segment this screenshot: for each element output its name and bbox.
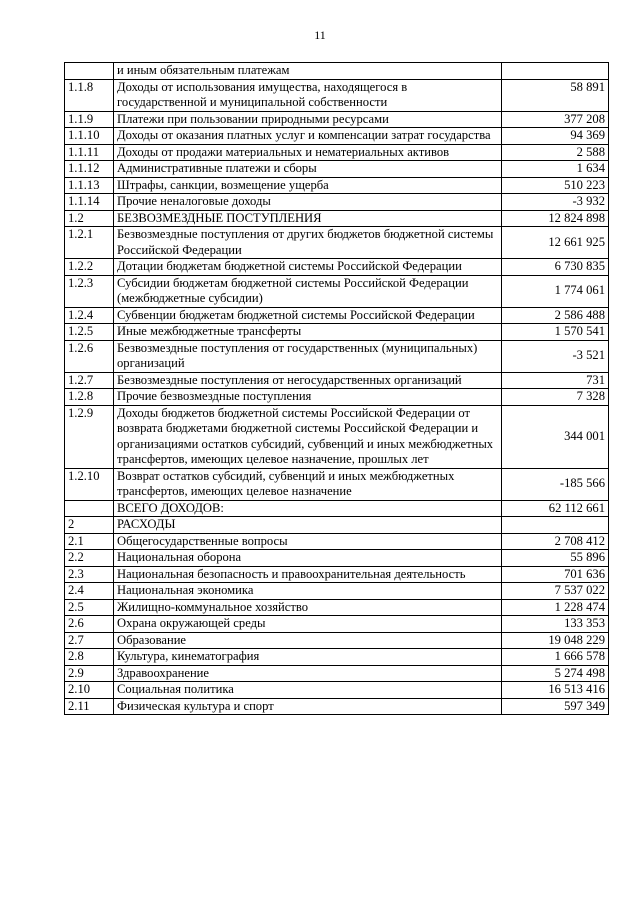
row-amount: 55 896: [502, 550, 609, 567]
table-row: [65, 275, 609, 307]
row-code: 2.1: [65, 533, 114, 550]
table-row: [65, 632, 609, 649]
table-row: [65, 161, 609, 178]
table-row: [65, 405, 609, 468]
row-amount: 701 636: [502, 566, 609, 583]
row-name: Национальная безопасность и правоохранительная деятельность: [114, 566, 502, 583]
row-code: 1.1.12: [65, 161, 114, 178]
row-name: Штрафы, санкции, возмещение ущерба: [114, 177, 502, 194]
row-name: БЕЗВОЗМЕЗДНЫЕ ПОСТУПЛЕНИЯ: [114, 210, 502, 227]
table-row: [65, 566, 609, 583]
budget-table: [64, 62, 609, 715]
table-row: [65, 307, 609, 324]
row-amount: 5 274 498: [502, 665, 609, 682]
row-name: Жилищно-коммунальное хозяйство: [114, 599, 502, 616]
row-amount: [502, 63, 609, 80]
row-code: 2.4: [65, 583, 114, 600]
row-code: 2.8: [65, 649, 114, 666]
table-row: [65, 259, 609, 276]
row-amount: 133 353: [502, 616, 609, 633]
row-code: 1.1.8: [65, 79, 114, 111]
row-amount: 731: [502, 372, 609, 389]
row-code: 1.1.9: [65, 111, 114, 128]
row-amount: 94 369: [502, 128, 609, 145]
row-amount: 2 586 488: [502, 307, 609, 324]
table-row: [65, 63, 609, 80]
row-amount: 16 513 416: [502, 682, 609, 699]
table-row: [65, 128, 609, 145]
row-name: Возврат остатков субсидий, субвенций и иных межбюджетных трансфертов, имеющих целевое назначение: [114, 468, 502, 500]
row-amount: -3 521: [502, 340, 609, 372]
row-code: 1.2.1: [65, 227, 114, 259]
row-code: 1.2.8: [65, 389, 114, 406]
row-name: Иные межбюджетные трансферты: [114, 324, 502, 341]
row-code: [65, 500, 114, 517]
row-amount: 344 001: [502, 405, 609, 468]
row-amount: 19 048 229: [502, 632, 609, 649]
table-row: [65, 550, 609, 567]
row-code: 1.2.2: [65, 259, 114, 276]
row-code: 1.1.10: [65, 128, 114, 145]
row-amount: 377 208: [502, 111, 609, 128]
row-code: 2: [65, 517, 114, 534]
row-name: Доходы бюджетов бюджетной системы Российской Федерации от возврата бюджетами бюджетной системы Российской Федерации и организациями остатков субсидий, субвенций и иных межбюджетных трансфертов, имеющих целевое назначение, прошлых лет: [114, 405, 502, 468]
table-row: [65, 583, 609, 600]
row-name: Безвозмездные поступления от других бюджетов бюджетной системы Российской Федерации: [114, 227, 502, 259]
row-name: Национальная экономика: [114, 583, 502, 600]
page-number: 11: [314, 28, 326, 42]
row-code: 1.2: [65, 210, 114, 227]
row-name: Субвенции бюджетам бюджетной системы Российской Федерации: [114, 307, 502, 324]
table-row: [65, 144, 609, 161]
row-code: 1.2.7: [65, 372, 114, 389]
row-code: 2.10: [65, 682, 114, 699]
row-name: Физическая культура и спорт: [114, 698, 502, 715]
table-row: [65, 682, 609, 699]
row-code: 1.2.6: [65, 340, 114, 372]
row-amount: 7 328: [502, 389, 609, 406]
row-amount: 12 824 898: [502, 210, 609, 227]
table-row: [65, 616, 609, 633]
table-row: [65, 389, 609, 406]
table-row: [65, 227, 609, 259]
table-row: [65, 500, 609, 517]
row-name: Платежи при пользовании природными ресурсами: [114, 111, 502, 128]
row-code: 1.2.3: [65, 275, 114, 307]
row-name: Дотации бюджетам бюджетной системы Российской Федерации: [114, 259, 502, 276]
table-row: [65, 194, 609, 211]
row-amount: 58 891: [502, 79, 609, 111]
row-amount: 1 570 541: [502, 324, 609, 341]
row-code: 1.1.13: [65, 177, 114, 194]
row-code: 2.5: [65, 599, 114, 616]
row-name: Субсидии бюджетам бюджетной системы Российской Федерации (межбюджетные субсидии): [114, 275, 502, 307]
table-row: [65, 533, 609, 550]
row-name: Прочие безвозмездные поступления: [114, 389, 502, 406]
row-code: 2.9: [65, 665, 114, 682]
table-row: [65, 340, 609, 372]
row-name: Доходы от использования имущества, находящегося в государственной и муниципальной собственности: [114, 79, 502, 111]
row-amount: 2 588: [502, 144, 609, 161]
row-amount: 62 112 661: [502, 500, 609, 517]
table-row: [65, 517, 609, 534]
row-amount: 1 774 061: [502, 275, 609, 307]
row-name: Прочие неналоговые доходы: [114, 194, 502, 211]
row-code: 1.2.10: [65, 468, 114, 500]
row-code: 2.2: [65, 550, 114, 567]
row-code: 1.2.5: [65, 324, 114, 341]
row-amount: 1 666 578: [502, 649, 609, 666]
table-row: [65, 210, 609, 227]
row-name: РАСХОДЫ: [114, 517, 502, 534]
row-amount: -3 932: [502, 194, 609, 211]
table-row: [65, 111, 609, 128]
row-code: 1.1.11: [65, 144, 114, 161]
row-name: Социальная политика: [114, 682, 502, 699]
row-name: Здравоохранение: [114, 665, 502, 682]
row-code: 1.2.9: [65, 405, 114, 468]
row-name: Охрана окружающей среды: [114, 616, 502, 633]
row-amount: 510 223: [502, 177, 609, 194]
row-code: 1.2.4: [65, 307, 114, 324]
row-amount: [502, 517, 609, 534]
row-amount: 6 730 835: [502, 259, 609, 276]
table-row: [65, 468, 609, 500]
row-amount: 1 634: [502, 161, 609, 178]
table-row: [65, 665, 609, 682]
table-row: [65, 599, 609, 616]
row-amount: 2 708 412: [502, 533, 609, 550]
row-amount: -185 566: [502, 468, 609, 500]
row-amount: 1 228 474: [502, 599, 609, 616]
row-code: 1.1.14: [65, 194, 114, 211]
row-code: 2.3: [65, 566, 114, 583]
row-name: Доходы от оказания платных услуг и компенсации затрат государства: [114, 128, 502, 145]
table-row: [65, 649, 609, 666]
table-row: [65, 372, 609, 389]
row-name: ВСЕГО ДОХОДОВ:: [114, 500, 502, 517]
table-row: [65, 177, 609, 194]
row-name: Культура, кинематография: [114, 649, 502, 666]
row-name: Административные платежи и сборы: [114, 161, 502, 178]
row-name: и иным обязательным платежам: [114, 63, 502, 80]
row-code: 2.11: [65, 698, 114, 715]
row-name: Общегосударственные вопросы: [114, 533, 502, 550]
table-row: [65, 324, 609, 341]
table-row: [65, 79, 609, 111]
row-code: 2.6: [65, 616, 114, 633]
row-name: Безвозмездные поступления от государственных (муниципальных) организаций: [114, 340, 502, 372]
row-code: 2.7: [65, 632, 114, 649]
row-amount: 12 661 925: [502, 227, 609, 259]
row-code: [65, 63, 114, 80]
row-name: Национальная оборона: [114, 550, 502, 567]
row-name: Доходы от продажи материальных и нематериальных активов: [114, 144, 502, 161]
row-amount: 7 537 022: [502, 583, 609, 600]
table-row: [65, 698, 609, 715]
row-amount: 597 349: [502, 698, 609, 715]
row-name: Образование: [114, 632, 502, 649]
row-name: Безвозмездные поступления от негосударственных организаций: [114, 372, 502, 389]
